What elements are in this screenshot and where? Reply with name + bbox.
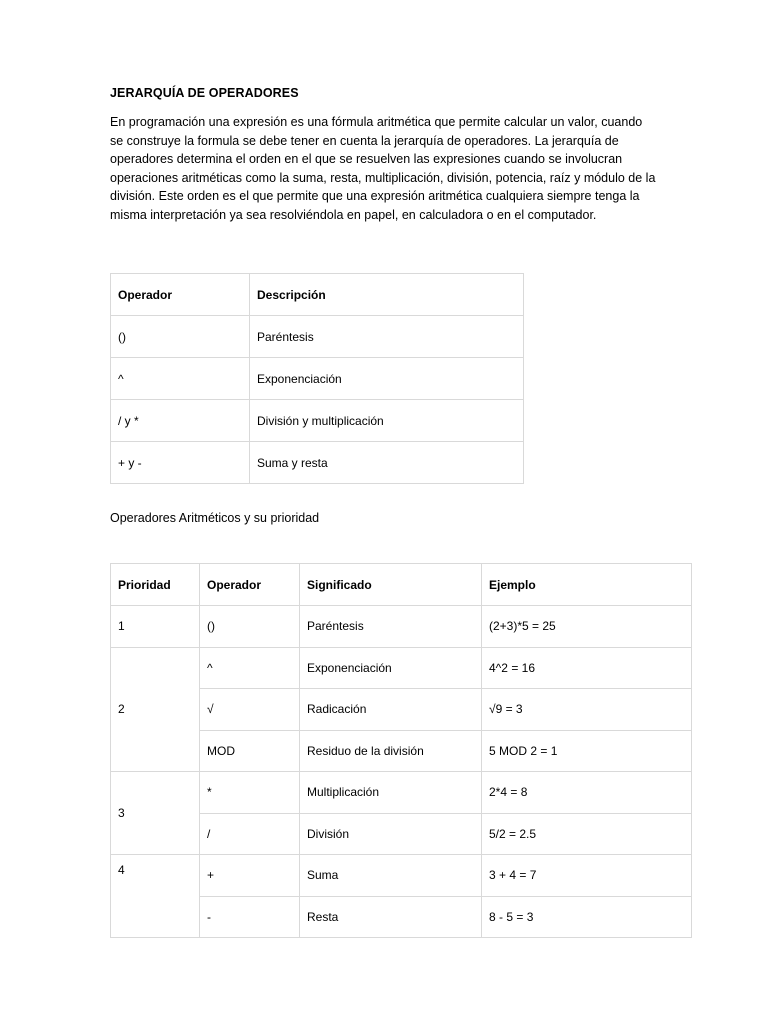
- description-cell: Suma y resta: [250, 442, 524, 484]
- example-cell: 5/2 = 2.5: [482, 813, 692, 855]
- example-cell: 3 + 4 = 7: [482, 855, 692, 897]
- intro-paragraph: En programación una expresión es una fórmula aritmética que permite calcular un valor, cuando se construye la formula se debe tener en cuenta la jerarquía de operadores. La jerarquía de operadores determina el orden en el que se resuelven las expresiones cuando se involucran operaciones aritméticas como la suma, resta, multiplicación, división, potencia, raíz y módulo de la división. Este orden es el que permite que una expresión aritmética cualquiera siempre tenga la misma interpretación ya sea resolviéndola en papel, en calculadora o en el computador.: [110, 115, 656, 222]
- table-header-row: [111, 274, 524, 316]
- priority-cell: 4: [111, 855, 200, 938]
- meaning-cell: Multiplicación: [300, 772, 482, 814]
- table-row: [111, 855, 692, 897]
- operator-cell: (): [111, 316, 250, 358]
- description-cell: Paréntesis: [250, 316, 524, 358]
- example-cell: 8 - 5 = 3: [482, 896, 692, 938]
- priority-cell: 1: [111, 606, 200, 648]
- table-caption: Operadores Aritméticos y su prioridad: [110, 511, 320, 525]
- operator-cell: / y *: [111, 400, 250, 442]
- operator-cell: /: [200, 813, 300, 855]
- column-header-operador: Operador: [200, 564, 300, 606]
- meaning-cell: División: [300, 813, 482, 855]
- operator-cell: +: [200, 855, 300, 897]
- meaning-cell: Exponenciación: [300, 647, 482, 689]
- column-header-significado: Significado: [300, 564, 482, 606]
- meaning-cell: Residuo de la división: [300, 730, 482, 772]
- operator-cell: + y -: [111, 442, 250, 484]
- example-cell: 2*4 = 8: [482, 772, 692, 814]
- table-row: [111, 772, 692, 814]
- table-row: [111, 316, 524, 358]
- priority-cell: 2: [111, 647, 200, 772]
- column-header-operador: Operador: [111, 274, 250, 316]
- document-title: JERARQUÍA DE OPERADORES: [110, 86, 299, 100]
- table-row: [111, 606, 692, 648]
- column-header-descripcion: Descripción: [250, 274, 524, 316]
- operator-cell: ^: [111, 358, 250, 400]
- example-cell: 4^2 = 16: [482, 647, 692, 689]
- description-cell: División y multiplicación: [250, 400, 524, 442]
- meaning-cell: Suma: [300, 855, 482, 897]
- meaning-cell: Resta: [300, 896, 482, 938]
- example-cell: (2+3)*5 = 25: [482, 606, 692, 648]
- table-header-row: [111, 564, 692, 606]
- meaning-cell: Radicación: [300, 689, 482, 731]
- table-row: [111, 358, 524, 400]
- table-row: [111, 442, 524, 484]
- description-cell: Exponenciación: [250, 358, 524, 400]
- example-cell: √9 = 3: [482, 689, 692, 731]
- operator-cell: -: [200, 896, 300, 938]
- operator-cell: MOD: [200, 730, 300, 772]
- column-header-prioridad: Prioridad: [111, 564, 200, 606]
- operators-table: [110, 273, 524, 484]
- priority-cell: 3: [111, 772, 200, 855]
- operator-cell: √: [200, 689, 300, 731]
- column-header-ejemplo: Ejemplo: [482, 564, 692, 606]
- meaning-cell: Paréntesis: [300, 606, 482, 648]
- table-row: [111, 647, 692, 689]
- example-cell: 5 MOD 2 = 1: [482, 730, 692, 772]
- table-row: [111, 400, 524, 442]
- operator-cell: ^: [200, 647, 300, 689]
- operator-cell: *: [200, 772, 300, 814]
- priority-table: [110, 563, 692, 938]
- operator-cell: (): [200, 606, 300, 648]
